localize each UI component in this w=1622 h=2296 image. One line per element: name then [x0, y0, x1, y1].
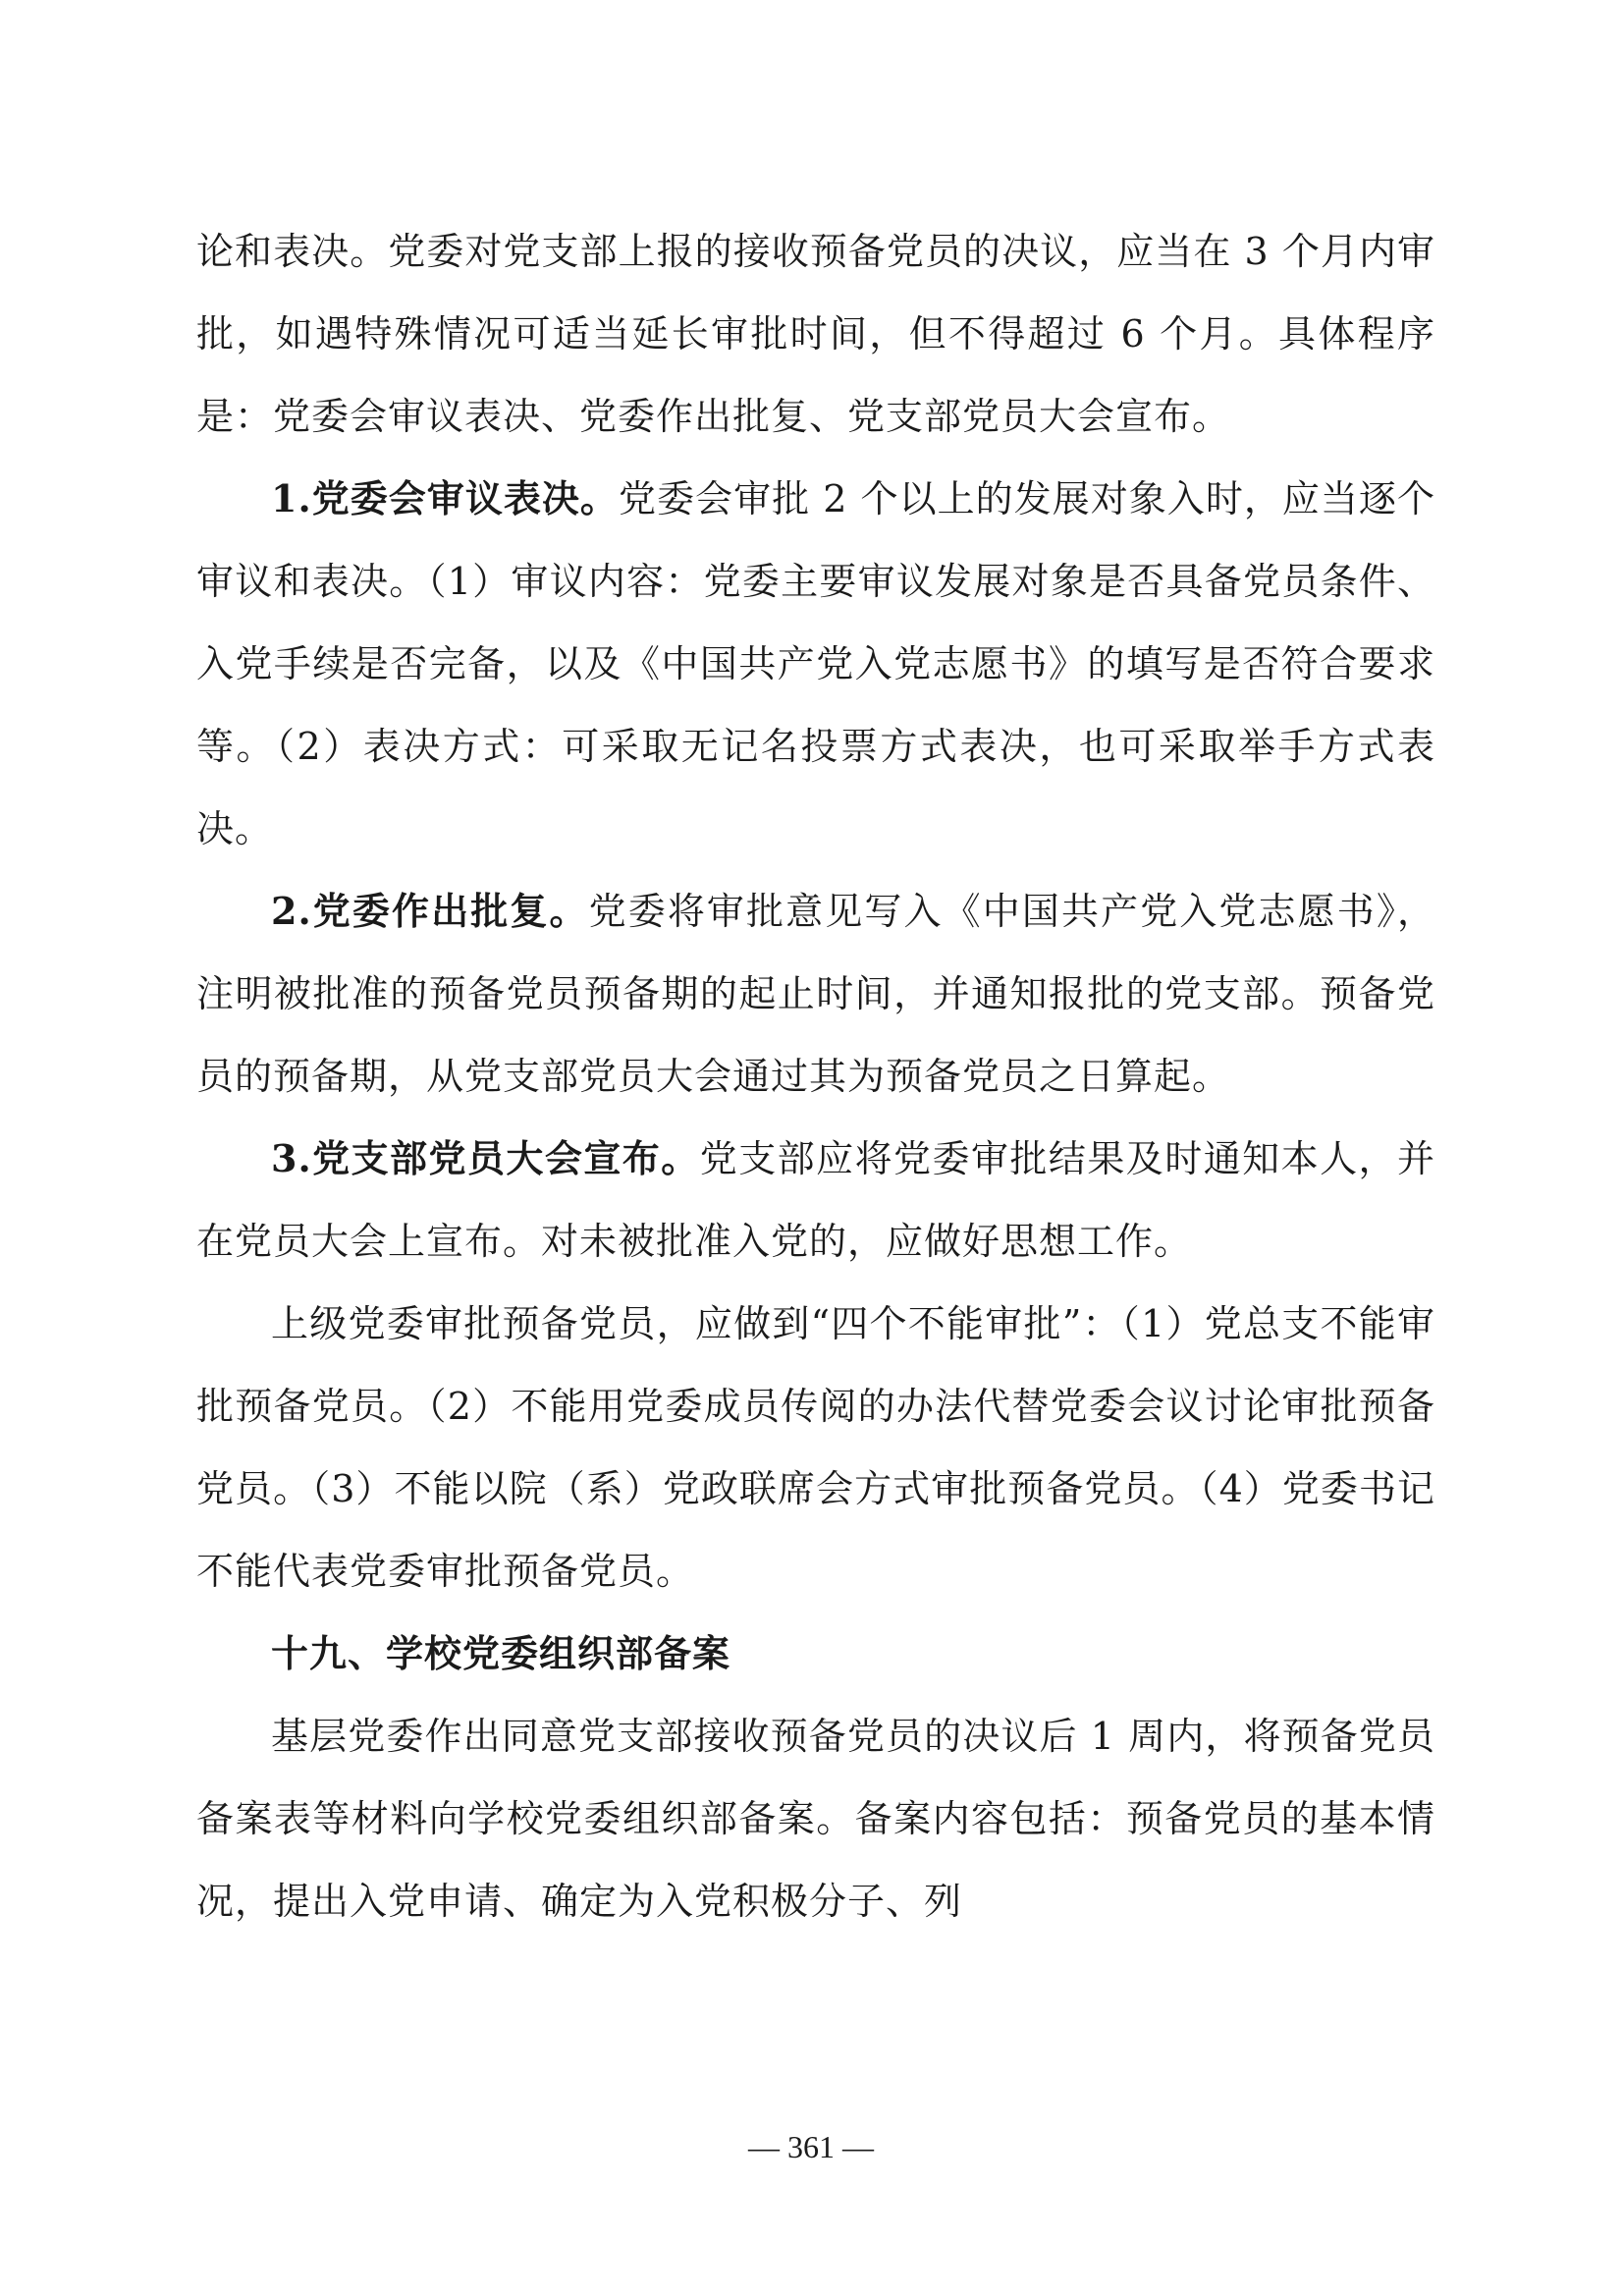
document-page	[196, 210, 1435, 1942]
step-2-title: 2.党委作出批复。	[271, 889, 589, 933]
paragraph-four-rules: 上级党委审批预备党员，应做到“四个不能审批”：（1）党总支不能审批预备党员。（2）不能用党委成员传阅的办法代替党委会议讨论审批预备党员。（3）不能以院（系）党政联席会方式审批预备党员。（4）党委书记不能代表党委审批预备党员。	[196, 1302, 1435, 1593]
paragraph-step-1	[196, 458, 1435, 870]
section-heading: 十九、学校党委组织部备案	[271, 1632, 731, 1675]
step-1-body: 党委会审批 2 个以上的发展对象入时，应当逐个审议和表决。（1）审议内容：党委主要审议发展对象是否具备党员条件、入党手续是否完备，以及《中国共产党入党志愿书》的填写是否符合要求等。（2）表决方式：可采取无记名投票方式表决，也可采取举手方式表决。	[196, 477, 1435, 850]
paragraph-filing: 基层党委作出同意党支部接收预备党员的决议后 1 周内，将预备党员备案表等材料向学校党委组织部备案。备案内容包括：预备党员的基本情况，提出入党申请、确定为入党积极分子、列	[196, 1715, 1435, 1923]
page-number: — 361 —	[748, 2129, 874, 2164]
paragraph-continuation: 论和表决。党委对党支部上报的接收预备党员的决议，应当在 3 个月内审批，如遇特殊情况可适当延长审批时间，但不得超过 6 个月。具体程序是：党委会审议表决、党委作出批复、党支部党员大会宣布。	[196, 230, 1435, 438]
paragraph-step-3	[196, 1118, 1435, 1283]
paragraph-step-2	[196, 870, 1435, 1118]
step-2-body: 党委将审批意见写入《中国共产党入党志愿书》，注明被批准的预备党员预备期的起止时间，并通知报批的党支部。预备党员的预备期，从党支部党员大会通过其为预备党员之日算起。	[196, 890, 1435, 1098]
step-1-title: 1.党委会审议表决。	[271, 476, 619, 520]
step-3-body: 党支部应将党委审批结果及时通知本人，并在党员大会上宣布。对未被批准入党的，应做好思想工作。	[196, 1137, 1435, 1263]
step-3-title: 3.党支部党员大会宣布。	[271, 1136, 700, 1180]
